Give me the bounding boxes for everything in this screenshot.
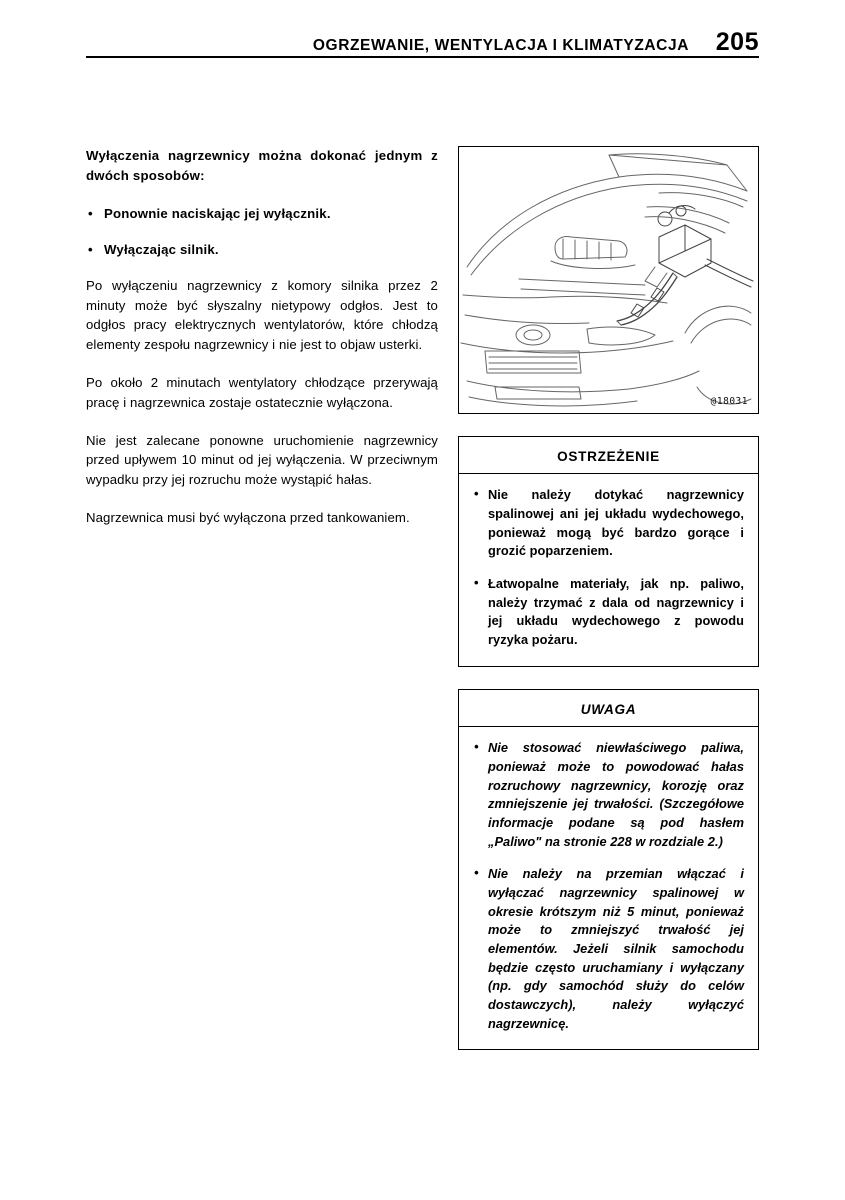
bullet-dot-icon: • (474, 865, 479, 881)
warning-box-title: OSTRZEŻENIE (557, 449, 660, 464)
warning-item (473, 575, 744, 650)
bullet-dot-icon: • (88, 241, 93, 257)
body-paragraph: Nie jest zalecane ponowne uruchomienie nagrzewnicy przed upływem 10 minut od jej wyłączenia. W przeciwnym wypadku przy jej rozruchu może wystąpić hałas. (86, 432, 438, 488)
page-header (86, 28, 759, 57)
warning-box (458, 436, 759, 667)
bullet-dot-icon: • (474, 486, 479, 502)
engine-bay-line-art (459, 147, 757, 412)
left-column (86, 146, 438, 528)
list-item-label: Ponownie naciskając jej wyłącznik. (104, 206, 331, 222)
note-box-title: UWAGA (580, 701, 637, 717)
header-divider (86, 56, 759, 58)
note-item-text: Nie należy na przemian włączać i wyłączać nagrzewnicy spalinowej w okresie krótszym niż 5 minut, ponieważ może to zmniejszyć trwałość jej elementów. Jeżeli silnik samochodu będzie często uruchamiany i wyłączany (np. gdy samochód służy do celów dostawczych), należy wyłączyć nagrzewnicę. (488, 866, 744, 1031)
list-item (86, 204, 438, 224)
note-item (473, 739, 744, 851)
note-box-divider (459, 726, 758, 727)
list-item-label: Wyłączając silnik. (104, 241, 219, 257)
warning-item-text: Nie należy dotykać nagrzewnicy spalinowej ani jej układu wydechowego, ponieważ mogą być bardzo gorące i grozić poparzeniem. (488, 487, 744, 559)
bullet-dot-icon: • (474, 739, 479, 755)
body-paragraph: Po wyłączeniu nagrzewnicy z komory silnika przez 2 minuty może być słyszalny nietypowy odgłos. Jest to odgłos pracy elektrycznych wentylatorów, które chłodzą elementy zespołu nagrzewnicy i nie jest to objaw usterki. (86, 277, 438, 353)
note-item (473, 865, 744, 1033)
figure-code-label: @18031 (710, 396, 748, 407)
engine-bay-illustration (458, 146, 759, 414)
list-item (86, 240, 438, 260)
note-item-text: Nie stosować niewłaściwego paliwa, ponieważ może to powodować hałas rozruchowy nagrzewnicy, korozję oraz zmniejszenie jej trwałości. (Szczegółowe informacje podane są pod hasłem „Paliwo" na stronie 228 w rozdziale 2.) (488, 740, 744, 849)
right-column (458, 146, 759, 1050)
body-paragraph: Po około 2 minutach wentylatory chłodzące przerywają pracę i nagrzewnica zostaje ostatecznie wyłączona. (86, 374, 438, 410)
lead-paragraph: Wyłączenia nagrzewnicy można dokonać jednym z dwóch sposobów: (86, 148, 438, 184)
page-number: 205 (715, 28, 759, 56)
warning-item-text: Łatwopalne materiały, jak np. paliwo, należy trzymać z dala od nagrzewnicy i jej układu wydechowego z powodu ryzyka pożaru. (488, 576, 744, 648)
body-paragraph: Nagrzewnica musi być wyłączona przed tankowaniem. (86, 509, 410, 525)
bullet-dot-icon: • (474, 575, 479, 591)
page-title: OGRZEWANIE, WENTYLACJA I KLIMATYZACJA (312, 37, 689, 54)
warning-box-divider (459, 473, 758, 474)
bullet-dot-icon: • (88, 206, 93, 222)
warning-item (473, 486, 744, 561)
note-box (458, 689, 759, 1050)
